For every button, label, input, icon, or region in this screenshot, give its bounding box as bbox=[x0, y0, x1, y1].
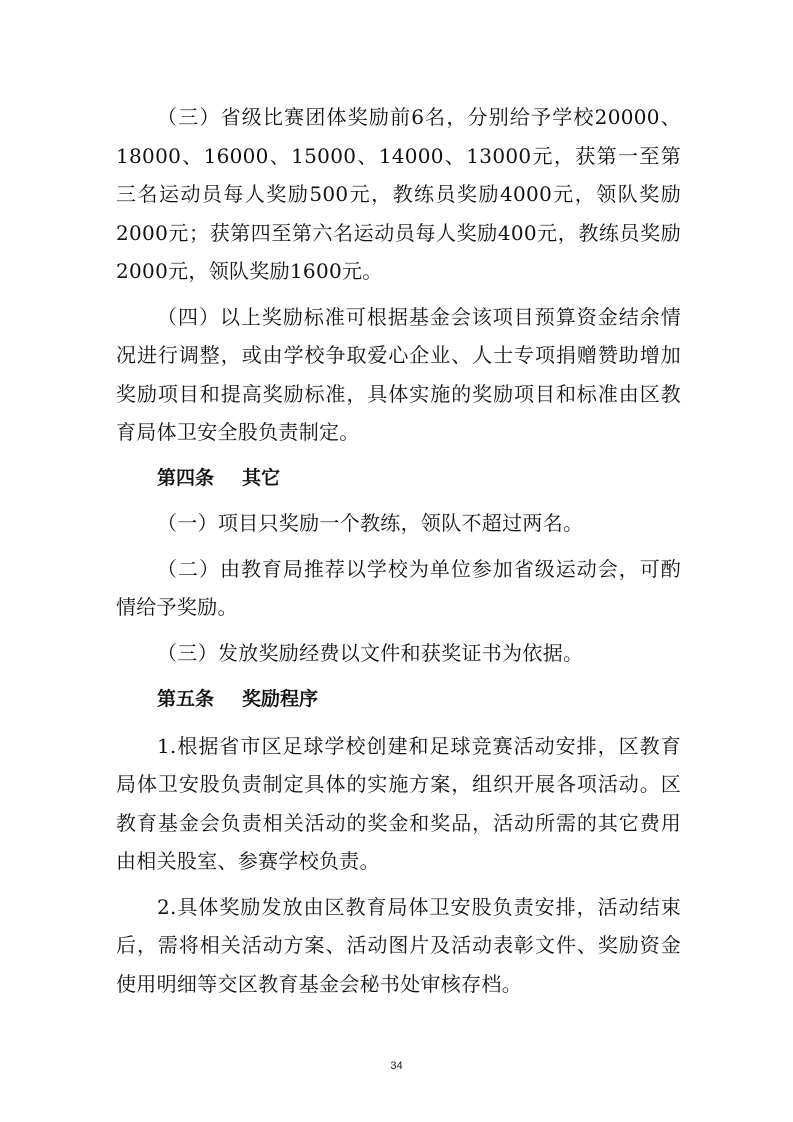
article-5-title: 奖励程序 bbox=[242, 688, 319, 710]
article-5-item-1: 1.根据省市区足球学校创建和足球竞赛活动安排，区教育局体卫安股负责制定具体的实施方案，组织开展各项活动。区教育基金会负责相关活动的奖金和奖品，活动所需的其它费用由相关股室、参赛学校负责。 bbox=[116, 733, 681, 873]
article-5-heading bbox=[116, 680, 681, 719]
article-4-item-2: （二）由教育局推荐以学校为单位参加省级运动会，可酌情给予奖励。 bbox=[116, 556, 681, 619]
article-4-item-3: （三）发放奖励经费以文件和获奖证书为依据。 bbox=[157, 640, 584, 665]
article-4-item-1: （一）项目只奖励一个教练，领队不超过两名。 bbox=[157, 511, 584, 535]
page-number: 34 bbox=[390, 1060, 403, 1072]
article-4-number: 第四条 bbox=[157, 466, 215, 489]
article-5-number: 第五条 bbox=[157, 688, 215, 710]
paragraph-provincial-team-awards: （三）省级比赛团体奖励前6名，分别给予学校20000、18000、16000、15000、14000、13000元，获第一至第三名运动员每人奖励500元，教练员奖励4000元，领队奖励2000元；获第四至第六名运动员每人奖励400元，教练员奖励2000元，领队奖励1600元。 bbox=[116, 105, 681, 283]
paragraph-award-standard-adjustment: （四）以上奖励标准可根据基金会该项目预算资金结余情况进行调整，或由学校争取爱心企业、人士专项捐赠赞助增加奖励项目和提高奖励标准，具体实施的奖励项目和标准由区教育局体卫安全股负责制定。 bbox=[116, 304, 681, 444]
article-4-heading bbox=[116, 459, 681, 498]
article-5-item-2: 2.具体奖励发放由区教育局体卫安股负责安排，活动结束后，需将相关活动方案、活动图片及活动表彰文件、奖励资金使用明细等交区教育基金会秘书处审核存档。 bbox=[116, 894, 681, 996]
article-4-title: 其它 bbox=[242, 466, 281, 489]
